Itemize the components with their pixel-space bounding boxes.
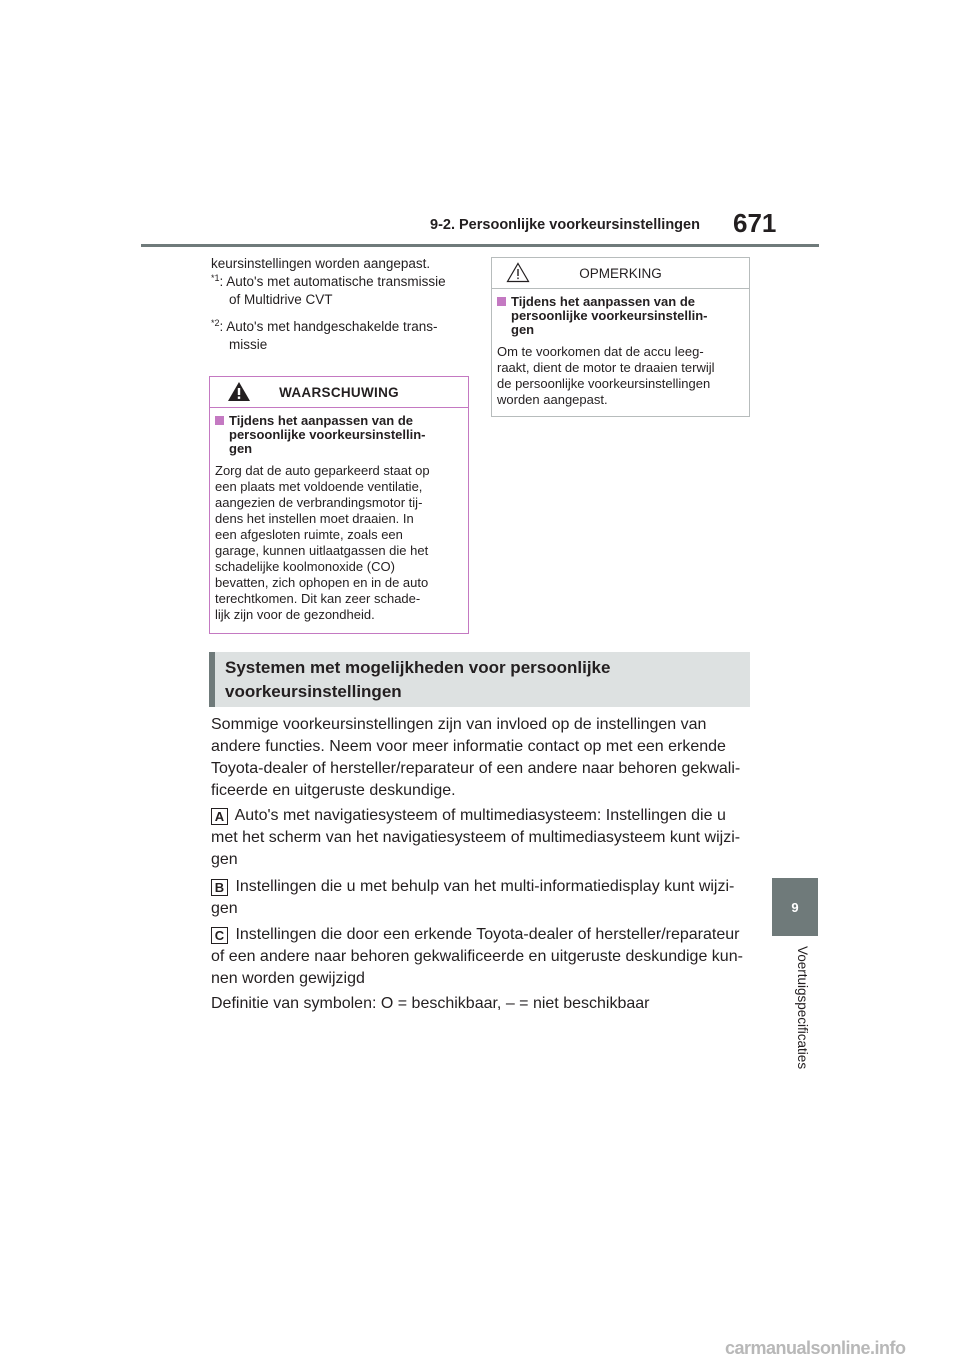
continued-text: keursinstellingen worden aangepast. [211, 256, 431, 271]
section-heading [209, 652, 750, 707]
footnote-text-cont: missie [229, 337, 268, 352]
item-marker: A [211, 808, 228, 825]
chapter-number: 9 [791, 899, 799, 915]
note-box-header [492, 258, 749, 289]
warning-subheading-text: Tijdens het aanpassen van de persoonlijke voorkeursinstellin- gen [229, 413, 426, 456]
warning-box-header [210, 377, 468, 408]
footnote-2 [211, 318, 437, 354]
square-bullet-icon [215, 416, 224, 425]
warning-box [209, 376, 469, 634]
item-c [211, 924, 756, 990]
chapter-tab [772, 878, 818, 936]
caution-triangle-outline-icon [506, 262, 530, 283]
item-a [211, 805, 756, 871]
footnote-marker: *2 [211, 318, 220, 328]
note-subheading-text: Tijdens het aanpassen van de persoonlijke voorkeursinstellin- gen [511, 294, 708, 337]
page-number: 671 [733, 208, 777, 238]
warning-body-text: Zorg dat de auto geparkeerd staat op een plaats met voldoende ventilatie, aangezien de verbrandingsmotor tij- dens het instellen moet draaien. In een afgesloten ruimte, zoals een garage, kunnen uitlaatgassen die het schadelijke koolmonoxide (CO) bevatten, zich ophopen en in de auto terechtkomen. Dit kan zeer schade- lijk zijn voor de gezondheid. [215, 463, 430, 622]
warning-subheading [215, 414, 462, 456]
header-rule [141, 244, 819, 247]
section-title-line-1: Systemen met mogelijkheden voor persoonlijke [225, 658, 611, 677]
section-title-line-2: voorkeursinstellingen [225, 682, 402, 701]
item-marker: B [211, 879, 228, 896]
warning-title: WAARSCHUWING [279, 384, 399, 400]
footnote-text-cont: of Multidrive CVT [229, 292, 333, 307]
item-b [211, 876, 756, 920]
item-text: Instellingen die door een erkende Toyota-dealer of hersteller/reparateur of een andere naar behoren gekwalificeerde en uitgeruste deskundige kun-nen worden gewijzigd [211, 926, 743, 987]
square-bullet-icon [497, 297, 506, 306]
intro-paragraph: Sommige voorkeursinstellingen zijn van invloed op de instellingen van andere functies. Neem voor meer informatie contact op met een erkende Toyota-dealer of hersteller/reparateur of een andere naar behoren gekwali-ficeerde en uitgeruste deskundige. [211, 716, 741, 799]
warning-box-body [210, 408, 468, 629]
note-title: OPMERKING [579, 265, 662, 281]
chapter-label: Voertuigspecificaties [795, 946, 810, 1070]
watermark: carmanualsonline.info [725, 1338, 906, 1358]
footnote-text: : Auto's met handgeschakelde trans- [219, 319, 438, 334]
item-marker: C [211, 927, 228, 944]
footnote-marker: *1 [211, 273, 220, 283]
footnote-1 [211, 273, 446, 309]
item-text: Auto's met navigatiesysteem of multimediasysteem: Instellingen die u met het scherm van het navigatiesysteem of multimediasysteem kunt wijzi-gen [211, 807, 741, 868]
item-text: Instellingen die u met behulp van het multi-informatiedisplay kunt wijzi-gen [211, 878, 735, 917]
symbol-definition: Definitie van symbolen: O = beschikbaar, – = niet beschikbaar [211, 995, 650, 1012]
note-box-body [492, 289, 749, 414]
warning-triangle-icon [227, 381, 251, 402]
footnote-text: : Auto's met automatische transmissie [219, 274, 446, 289]
note-subheading [497, 295, 743, 337]
running-header-section: 9-2. Persoonlijke voorkeursinstellingen [430, 217, 700, 233]
note-body-text: Om te voorkomen dat de accu leeg- raakt, dient de motor te draaien terwijl de persoonlijke voorkeursinstellingen worden aangepast. [497, 344, 715, 407]
note-box [491, 257, 750, 417]
